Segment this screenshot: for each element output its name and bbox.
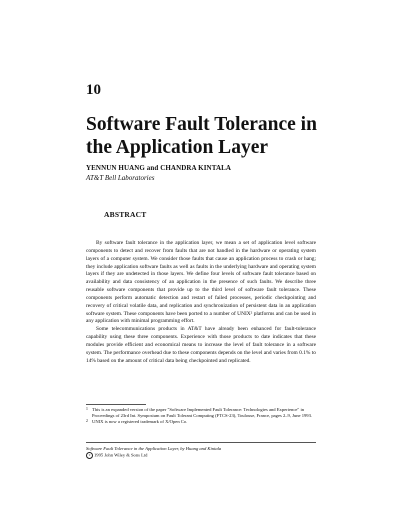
footnote-text: This is an expanded version of the paper "Software Implemented Fault Tolerance: Technologies and Experience" in Proceedings of 23rd Int. Symposium on Fault Tolerant Computing (FTCS-23), Toulouse, France, pages 2–9, June 1993. xyxy=(92,407,313,419)
footnote xyxy=(86,407,316,419)
credit-title-line: Software Fault Tolerance in the Application Layer, by Huang and Kintala xyxy=(86,446,222,451)
footnote-divider xyxy=(86,404,146,405)
footnote-mark: 2 xyxy=(86,419,88,424)
credit-divider xyxy=(86,442,316,443)
chapter-title: Software Fault Tolerance in the Application Layer xyxy=(86,114,317,158)
footnotes xyxy=(86,407,316,426)
chapter-number: 10 xyxy=(86,82,101,98)
credit-copyright-text: 1995 John Wiley & Sons Ltd xyxy=(94,452,148,458)
credit-copyright-line xyxy=(86,452,316,459)
abstract-paragraph: Some telecommunications products in AT&T have already been enhanced for fault-tolerance capability using these three components. Experience with those products to date indicates that these modules provide efficient and economical means to increase the level of fault tolerance in a software system. The performance overhead due to these components depends on the level and varies from 0.1% to 14% based on the amount of critical data being checkpointed and replicated. xyxy=(86,326,316,364)
copyright-icon: c xyxy=(86,452,93,459)
publication-credit xyxy=(86,446,316,459)
footnote-mark: 1 xyxy=(86,407,88,411)
abstract-heading: ABSTRACT xyxy=(104,210,147,219)
footnote xyxy=(86,419,316,425)
authors: YENNUN HUANG and CHANDRA KINTALA xyxy=(86,164,232,172)
footnote-text: UNIX is now a registered trademark of X/Open Co. xyxy=(92,419,188,425)
abstract-body xyxy=(86,240,316,366)
affiliation: AT&T Bell Laboratories xyxy=(86,174,155,182)
abstract-paragraph: By software fault tolerance in the application layer, we mean a set of application level software components to detect and recover from faults that are not handled in the hardware or operating system layers of a computer system. We consider those faults that cause an application process to crash or hang; they include application software faults as well as faults in the underlying hardware and operating system layers if they are undetected in those layers. We define four levels of software fault tolerance based on availability and data consistency of an application in the presence of such faults. We describe three reusable software components that provide up to the third level of software fault tolerance. These components perform automatic detection and restart of failed processes, periodic checkpointing and recovery of critical volatile data, and replication and synchronization of persistent data in an application software system. These components have been ported to a number of UNIX² platforms and can be used in any application with minimal programming effort. xyxy=(86,240,316,325)
